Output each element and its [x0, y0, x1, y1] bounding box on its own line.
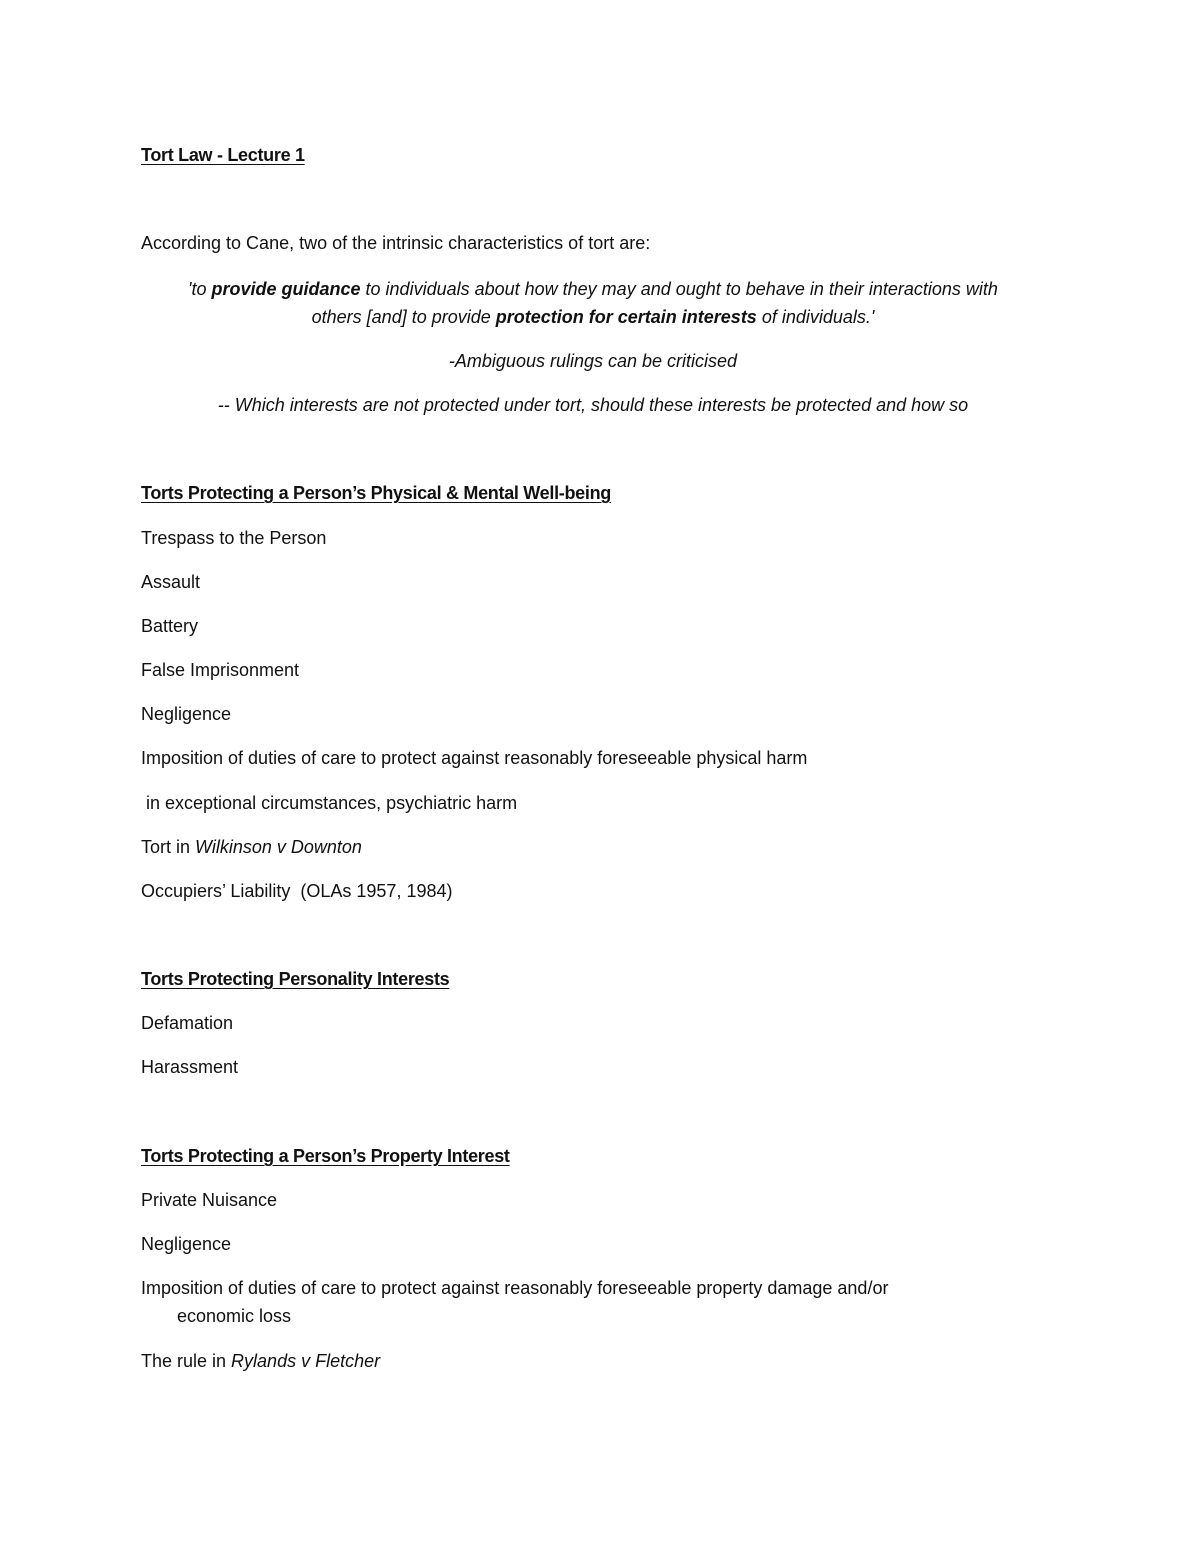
list-item: Occupiers’ Liability (OLAs 1957, 1984): [141, 881, 453, 901]
list-item-text: The rule in: [141, 1351, 232, 1371]
list-item: Imposition of duties of care to protect against reasonably foreseeable property damage and/or: [141, 1278, 889, 1298]
list-item: Imposition of duties of care to protect against reasonably foreseeable physical harm: [141, 748, 808, 768]
case-name: Wilkinson v Downton: [195, 837, 362, 857]
document-title: Tort Law - Lecture 1: [141, 145, 305, 165]
list-item-rylands: [141, 1349, 380, 1373]
note-unprotected-interests: -- Which interests are not protected under tort, should these interests be protected and how so: [217, 395, 969, 415]
list-item: Negligence: [141, 704, 232, 724]
list-item-continuation: economic loss: [177, 1306, 292, 1326]
case-name: Rylands v Fletcher: [231, 1351, 381, 1371]
note-ambiguous-rulings: -Ambiguous rulings can be criticised: [448, 351, 738, 371]
list-item: Defamation: [141, 1013, 234, 1033]
list-item: Private Nuisance: [141, 1190, 278, 1210]
section-heading-personality: Torts Protecting Personality Interests: [141, 969, 450, 989]
intro-paragraph: According to Cane, two of the intrinsic characteristics of tort are:: [141, 233, 651, 253]
list-item: False Imprisonment: [141, 660, 300, 680]
list-item: Harassment: [141, 1057, 239, 1077]
quote-line-1: [0, 277, 1186, 301]
list-item-wilkinson: [141, 835, 362, 859]
list-item: Battery: [141, 616, 199, 636]
list-item: in exceptional circumstances, psychiatric harm: [141, 793, 518, 813]
quote-text: of individuals.': [756, 307, 875, 327]
section-heading-physical-mental: Torts Protecting a Person’s Physical & Mental Well-being: [141, 483, 611, 503]
quote-text: to individuals about how they may and ought to behave in their interactions with: [360, 279, 998, 299]
section-heading-property: Torts Protecting a Person’s Property Interest: [141, 1146, 510, 1166]
quote-text: others [and] to provide: [311, 307, 496, 327]
list-item: Assault: [141, 572, 201, 592]
quote-line-2: [0, 305, 1186, 329]
list-item: Trespass to the Person: [141, 528, 327, 548]
quote-text: 'to: [188, 279, 212, 299]
list-item: Negligence: [141, 1234, 232, 1254]
list-item-text: Tort in: [141, 837, 196, 857]
quote-emphasis: provide guidance: [211, 279, 361, 299]
quote-emphasis: protection for certain interests: [495, 307, 757, 327]
